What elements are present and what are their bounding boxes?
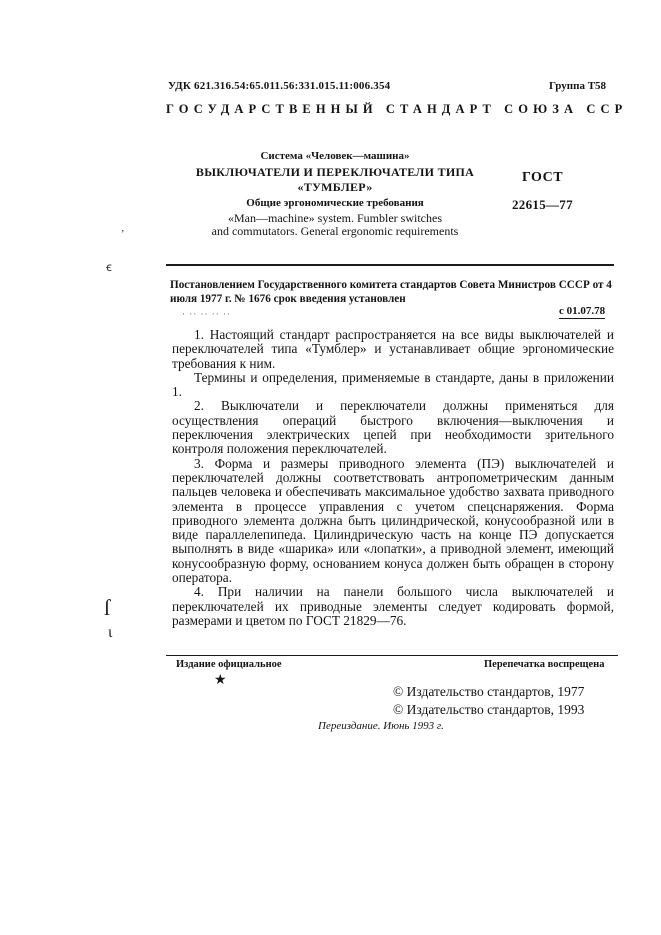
udk-code: УДК 621.316.54:65.011.56:331.015.11:006.354 (168, 80, 391, 92)
paragraph-1-terms: Термины и определения, применяемые в стандарте, даны в приложении 1. (172, 369, 614, 400)
margin-mark-icon: ’ (121, 229, 125, 240)
paragraph-2: 2. Выключатели и переключатели должны применяться для осуществления операций быстрого включения—выключения и переключения электрических цепей при необходимости зрительного контроля положения переключателей. (172, 398, 614, 457)
margin-mark-icon: ſ (104, 595, 111, 620)
gost-label: ГОСТ (522, 170, 564, 185)
gost-number: 22615—77 (512, 197, 573, 212)
state-standard-heading: ГОСУДАРСТВЕННЫЙ СТАНДАРТ СОЮЗА ССР (166, 102, 628, 116)
english-title-line1: «Man—machine» system. Fumbler switches (228, 211, 442, 225)
margin-mark-icon: ꞓ (106, 260, 112, 274)
reprint-prohibited-label: Перепечатка воспрещена (484, 659, 605, 670)
document-title-line2: «ТУМБЛЕР» (297, 180, 373, 194)
official-edition-label: Издание официальное (176, 659, 282, 670)
paragraph-3: 3. Форма и размеры приводного элемента (ПЭ) выключателей и переключателей должны соответствовать антропометрическим данным пальцев человека и обеспечивать максимальное удобство захвата приводного элемента в процессе управления с учетом спецснаряжения. Форма приводного элемента должна быть цилиндрической, конусообразной или в виде параллелепипеда. Цилиндрическую часть на конце ПЭ допускается выполнять в виде «шарика» или «лопатки», а приводной элемент, имеющий конусообразную форму, основанием конуса должен быть обращен в сторону оператора. (172, 455, 614, 586)
decree-text: Постановлением Государственного комитета стандартов Совета Министров СССР от 4 июля 1977 г. № 1676 срок введения установлен (170, 279, 612, 305)
paragraph-1: 1. Настоящий стандарт распространяется на все виды выключателей и переключателей типа «Тумблер» и устанавливает общие эргономические требования к ним. (172, 327, 614, 371)
footer-divider (166, 655, 618, 656)
star-icon: ★ (214, 673, 227, 688)
paragraph-4: 4. При наличии на панели большого числа выключателей и переключателей их приводные элементы следует кодировать формой, размерами и цветом по ГОСТ 21829—76. (172, 584, 614, 628)
system-title: Система «Человек—машина» (260, 150, 410, 162)
group-code: Группа Т58 (549, 80, 607, 92)
header-divider (166, 264, 614, 266)
english-title-line2: and commutators. General ergonomic requirements (211, 224, 459, 238)
document-title-line1: ВЫКЛЮЧАТЕЛИ И ПЕРЕКЛЮЧАТЕЛИ ТИПА (195, 165, 475, 179)
document-subtitle: Общие эргономические требования (246, 197, 424, 209)
reissue-note: Переиздание. Июнь 1993 г. (318, 720, 444, 732)
copyright-1993: © Издательство стандартов, 1993 (393, 702, 585, 717)
copyright-1977: © Издательство стандартов, 1977 (393, 684, 585, 699)
margin-mark-icon: ι (108, 624, 113, 641)
body-text (172, 328, 614, 628)
scan-artifact: · ·· ·· ·· ·· (182, 309, 231, 319)
effective-date: с 01.07.78 (559, 305, 606, 317)
